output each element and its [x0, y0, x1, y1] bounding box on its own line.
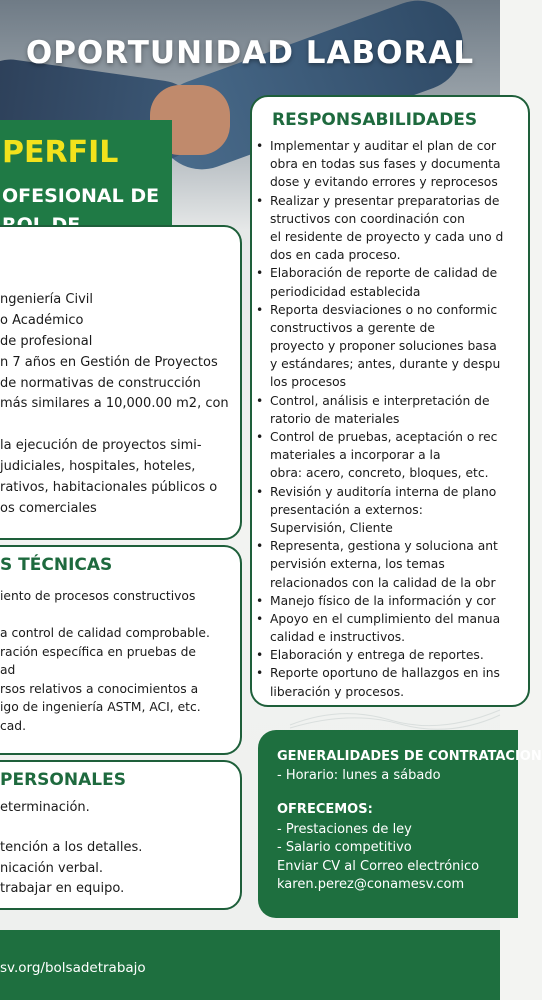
responsabilidad-text: Supervisión, Cliente: [270, 520, 393, 535]
responsabilidad-item: [256, 392, 503, 410]
bullet-icon: •: [256, 648, 264, 663]
decorative-pattern: [290, 700, 500, 730]
tecnicas-list: [0, 587, 210, 735]
ofrecemos-item: - Prestaciones de ley: [277, 822, 412, 837]
perfil-list-item: o Académico: [0, 312, 84, 328]
responsabilidad-text: Representa, gestiona y soluciona ant: [270, 539, 498, 554]
tecnicas-title: S TÉCNICAS: [0, 555, 113, 575]
responsabilidad-text: obra en todas sus fases y documenta: [270, 157, 501, 172]
personales-list-item: eterminación.: [0, 800, 90, 815]
responsabilidad-text: constructivos a gerente de: [270, 320, 435, 335]
tecnicas-list-item: iento de procesos constructivos: [0, 589, 196, 603]
bullet-icon: •: [256, 266, 264, 281]
bullet-icon: •: [256, 539, 264, 554]
perfil-title: PERFIL: [2, 135, 119, 170]
responsabilidad-item: [256, 610, 503, 628]
ofrecemos-list: [277, 821, 479, 894]
responsabilidad-text: los procesos: [270, 375, 347, 390]
bullet-icon: •: [256, 593, 264, 608]
responsabilidad-item-continuation: [256, 337, 503, 355]
responsabilidad-item-continuation: [256, 155, 503, 173]
personales-list-item: [0, 818, 142, 838]
responsabilidad-text: Control de pruebas, aceptación o rec: [270, 430, 498, 444]
tecnicas-list-item: igo de ingeniería ASTM, ACI, etc.: [0, 700, 201, 714]
responsabilidad-text: Control, análisis e interpretación de: [270, 393, 490, 408]
tecnicas-list-item: ad: [0, 663, 16, 677]
responsabilidad-item: [256, 137, 503, 155]
responsabilidad-item-continuation: [256, 501, 503, 519]
bullet-icon: •: [256, 666, 264, 681]
contact-email[interactable]: karen.perez@conamesv.com: [277, 876, 465, 892]
responsabilidad-text: y estándares; antes, durante y despu: [270, 357, 501, 372]
responsabilidad-item-continuation: [256, 410, 503, 428]
bullet-icon: •: [256, 484, 264, 499]
responsabilidad-item-continuation: [256, 319, 503, 337]
personales-list-item: tención a los detalles.: [0, 840, 143, 856]
responsabilidad-item: [256, 264, 503, 282]
responsabilidad-text: liberación y procesos.: [270, 684, 405, 699]
responsabilidad-item-continuation: [256, 355, 503, 373]
bullet-icon: •: [256, 393, 264, 408]
ofrecemos-title: OFRECEMOS:: [277, 802, 373, 817]
personales-title: PERSONALES: [0, 770, 126, 790]
responsabilidad-item: [256, 192, 503, 210]
responsabilidad-item-continuation: [256, 210, 503, 228]
responsabilidad-item-continuation: [256, 519, 503, 537]
responsabilidades-list: [256, 137, 503, 701]
personales-list: [0, 798, 142, 899]
responsabilidad-item: [256, 483, 503, 501]
responsabilidad-item: [256, 301, 503, 319]
perfil-list-item: os comerciales: [0, 500, 97, 516]
responsabilidad-item: [256, 537, 503, 555]
horario-text: - Horario: lunes a sábado: [277, 768, 441, 783]
responsabilidad-text: Apoyo en el cumplimiento del manua: [270, 611, 501, 626]
responsabilidad-item-continuation: [256, 446, 503, 464]
responsabilidad-text: Elaboración y entrega de reportes.: [270, 648, 484, 663]
bullet-icon: •: [256, 193, 264, 208]
responsabilidad-item-continuation: [256, 464, 503, 482]
responsabilidad-item-continuation: [256, 628, 503, 646]
responsabilidad-text: presentación a externos:: [270, 502, 423, 517]
responsabilidad-text: ratorio de materiales: [270, 411, 400, 426]
bullet-icon: •: [256, 302, 264, 317]
responsabilidad-item: [256, 592, 503, 610]
bullet-icon: •: [256, 611, 264, 626]
bullet-icon: •: [256, 139, 264, 153]
tecnicas-list-item: rsos relativos a conocimientos a: [0, 681, 199, 696]
responsabilidad-item-continuation: [256, 283, 503, 301]
footer-url-link[interactable]: sv.org/bolsadetrabajo: [0, 960, 146, 976]
responsabilidad-text: structivos con coordinación con: [270, 211, 465, 226]
tecnicas-list-item: a control de calidad comprobable.: [0, 626, 210, 640]
responsabilidad-text: materiales a incorporar a la: [270, 448, 441, 463]
responsabilidad-text: Manejo físico de la información y cor: [270, 593, 496, 608]
responsabilidad-item: [256, 428, 503, 446]
responsabilidad-text: obra: acero, concreto, bloques, etc.: [270, 466, 489, 481]
perfil-list-item: más similares a 10,000.00 m2, con: [0, 396, 229, 412]
perfil-list-item: de profesional: [0, 333, 93, 349]
responsabilidad-text: Reporta desviaciones o no conformic: [270, 302, 498, 317]
perfil-list-item: n 7 años en Gestión de Proyectos: [0, 354, 218, 370]
responsabilidad-text: periodicidad establecida: [270, 284, 421, 299]
perfil-list-item: judiciales, hospitales, hoteles,: [0, 459, 196, 475]
responsabilidad-item-continuation: [256, 555, 503, 573]
generalidades-title: GENERALIDADES DE CONTRATACION: [277, 749, 542, 764]
responsabilidad-text: Realizar y presentar preparatorias de: [270, 193, 500, 208]
responsabilidades-title: RESPONSABILIDADES: [272, 110, 478, 130]
perfil-list-item: la ejecución de proyectos simi-: [0, 438, 202, 454]
tecnicas-list-item: ración específica en pruebas de: [0, 644, 196, 659]
responsabilidad-text: el residente de proyecto y cada uno d: [270, 229, 504, 244]
responsabilidad-text: Elaboración de reporte de calidad de: [270, 266, 498, 281]
responsabilidad-text: relacionados con la calidad de la obr: [270, 575, 496, 590]
perfil-list-item: rativos, habitacionales públicos o: [0, 480, 218, 496]
responsabilidad-item-continuation: [256, 228, 503, 246]
responsabilidad-text: Implementar y auditar el plan de cor: [270, 139, 497, 153]
responsabilidad-item-continuation: [256, 683, 503, 701]
responsabilidad-text: calidad e instructivos.: [270, 630, 406, 645]
perfil-list: [0, 290, 229, 520]
responsabilidad-item: [256, 664, 503, 682]
responsabilidad-item-continuation: [256, 173, 503, 191]
perfil-subtitle-line: OFESIONAL DE: [2, 185, 160, 207]
ofrecemos-item: Enviar CV al Correo electrónico: [277, 858, 480, 874]
responsabilidad-text: pervisión externa, los temas: [270, 557, 445, 572]
responsabilidad-item-continuation: [256, 574, 503, 592]
responsabilidad-item-continuation: [256, 373, 503, 391]
responsabilidad-text: dose y evitando errores y reprocesos: [270, 175, 498, 190]
responsabilidad-text: dos en cada proceso.: [270, 248, 401, 263]
responsabilidad-text: Revisión y auditoría interna de plano: [270, 484, 497, 499]
responsabilidad-text: Reporte oportuno de hallazgos en ins: [270, 666, 500, 681]
responsabilidad-text: proyecto y proponer soluciones basa: [270, 339, 497, 354]
perfil-list-item: [0, 415, 229, 436]
tecnicas-list-item: cad.: [0, 718, 27, 733]
tecnicas-list-item: [0, 606, 210, 625]
perfil-list-item: de normativas de construcción: [0, 375, 201, 391]
perfil-list-item: ngeniería Civil: [0, 292, 93, 307]
ofrecemos-item: - Salario competitivo: [277, 840, 412, 856]
bullet-icon: •: [256, 430, 264, 444]
personales-list-item: trabajar en equipo.: [0, 880, 125, 896]
page-title: OPORTUNIDAD LABORAL: [25, 35, 475, 71]
personales-list-item: nicación verbal.: [0, 860, 104, 876]
responsabilidad-item: [256, 646, 503, 664]
responsabilidad-item-continuation: [256, 246, 503, 264]
